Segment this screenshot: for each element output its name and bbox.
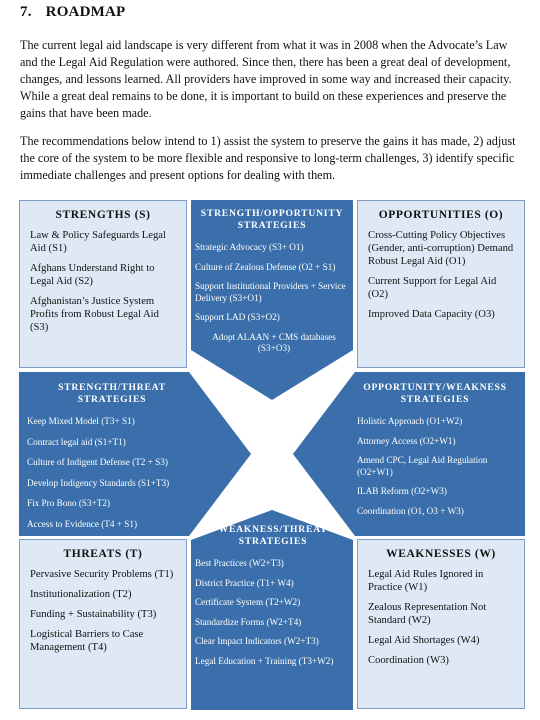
threat-item: Logistical Barriers to Case Management (T4)	[30, 629, 144, 653]
threat-item: Institutionalization (T2)	[30, 589, 132, 600]
strength-item: Law & Policy Safeguards Legal Aid (S1)	[30, 230, 166, 254]
wt-strategies-title: WEAKNESS/THREAT STRATEGIES	[218, 524, 328, 547]
threat-item: Pervasive Security Problems (T1)	[30, 569, 174, 580]
so-strategies	[191, 208, 353, 363]
wt-strategies-list	[193, 558, 353, 667]
so-strategies-list	[191, 242, 353, 355]
wt-strategy-item: Clear Impact Indicators (W2+T3)	[195, 636, 319, 646]
section-title: ROADMAP	[45, 4, 126, 20]
ow-strategy-item: Amend CPC, Legal Aid Regulation (O2+W1)	[357, 455, 488, 477]
ow-strategies	[349, 382, 521, 525]
st-strategy-item: Keep Mixed Model (T3+ S1)	[27, 416, 135, 426]
ow-strategy-item: Coordination (O1, O3 + W3)	[357, 505, 464, 516]
st-strategy-item: Fix Pro Bono (S3+T2)	[27, 498, 111, 508]
ow-strategy-item: Holistic Approach (O1+W2)	[357, 416, 463, 426]
ow-strategies-list	[349, 416, 521, 517]
st-strategy-item: Access to Evidence (T4 + S1)	[27, 518, 138, 529]
swot-diagram	[19, 200, 525, 710]
wt-strategy-item: Legal Education + Training (T3+W2)	[195, 655, 334, 666]
so-strategy-item: Support LAD (S3+O2)	[195, 312, 280, 322]
weakness-item: Zealous Representation Not Standard (W2)	[368, 602, 487, 626]
weakness-item: Legal Aid Rules Ignored in Practice (W1)	[368, 569, 484, 593]
ow-strategy-item: ILAB Reform (O2+W3)	[357, 486, 447, 496]
so-strategy-item: Adopt ALAAN + CMS databases (S3+O3)	[212, 331, 336, 353]
strength-item: Afghans Understand Right to Legal Aid (S2)	[30, 263, 155, 287]
wt-strategy-item: Best Practices (W2+T3)	[195, 558, 284, 568]
threats-title: THREATS (T)	[63, 548, 143, 560]
wt-strategy-item: Standardize Forms (W2+T4)	[195, 616, 302, 627]
st-strategies-title: STRENGTH/THREAT STRATEGIES	[58, 382, 166, 405]
weaknesses-title: WEAKNESSES (W)	[386, 548, 496, 560]
wt-strategies	[193, 524, 353, 675]
st-strategies-list	[27, 416, 227, 530]
strength-item: Afghanistan’s Justice System Profits from Robust Legal Aid (S3)	[30, 296, 159, 333]
ow-strategy-item: Attorney Access (O2+W1)	[357, 435, 456, 446]
st-strategy-item: Culture of Indigent Defense (T2 + S3)	[27, 457, 168, 467]
section-heading	[20, 4, 125, 21]
so-strategies-title: STRENGTH/OPPORTUNITY STRATEGIES	[200, 208, 344, 231]
wt-strategy-item: Certificate System (T2+W2)	[195, 597, 301, 607]
opportunity-item: Current Support for Legal Aid (O2)	[368, 276, 497, 300]
section-number: 7.	[20, 4, 32, 20]
so-strategy-item: Support Institutional Providers + Service Delivery (S3+O1)	[195, 281, 346, 303]
weakness-item: Coordination (W3)	[368, 655, 449, 666]
threat-item: Funding + Sustainability (T3)	[30, 609, 157, 620]
st-strategy-item: Develop Indigency Standards (S1+T3)	[27, 477, 170, 488]
st-strategy-item: Contract legal aid (S1+T1)	[27, 436, 126, 447]
so-strategy-item: Strategic Advocacy (S3+ O1)	[195, 242, 304, 252]
intro-paragraph: The current legal aid landscape is very different from what it was in 2008 when the Advocate’s Law and the Legal Aid Regulation were authored. Since then, there has been a great deal of development, changes, and lessons learned. All providers have improved in some way and increased their capacity. While a great deal remains to be done, it is important to build on these experiences and preserve the gains that have been made.	[20, 38, 512, 120]
weakness-item: Legal Aid Shortages (W4)	[368, 635, 480, 646]
ow-strategies-title: OPPORTUNITY/WEAKNESS STRATEGIES	[363, 382, 507, 405]
st-strategies	[27, 382, 227, 539]
opportunity-item: Improved Data Capacity (O3)	[368, 309, 495, 320]
strengths-title: STRENGTHS (S)	[55, 209, 151, 221]
so-strategy-item: Culture of Zealous Defense (O2 + S1)	[195, 261, 336, 272]
opportunity-item: Cross-Cutting Policy Objectives (Gender, anti-corruption) Demand Robust Legal Aid (O1)	[368, 230, 514, 267]
opportunities-title: OPPORTUNITIES (O)	[378, 209, 504, 221]
recommendations-paragraph: The recommendations below intend to 1) assist the system to preserve the gains it has made, 2) adjust the core of the system to be more flexible and responsive to long-term challenges, 3) identify specific immediate challenges and present options for dealing with them.	[20, 134, 516, 182]
wt-strategy-item: District Practice (T1+ W4)	[195, 577, 294, 588]
